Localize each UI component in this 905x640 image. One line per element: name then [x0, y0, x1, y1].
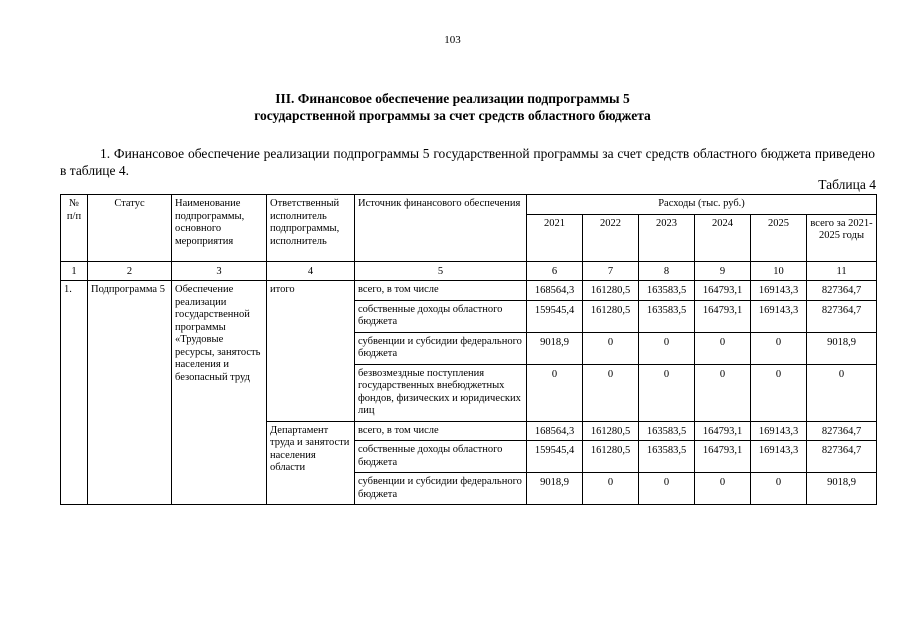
- row-source: всего, в том числе: [355, 281, 527, 301]
- value-cell: 0: [751, 332, 807, 364]
- value-cell: 0: [639, 364, 695, 421]
- value-cell: 0: [751, 473, 807, 505]
- column-number: 5: [355, 261, 527, 281]
- header-expenses: Расходы (тыс. руб.): [527, 195, 877, 215]
- value-cell: 164793,1: [695, 300, 751, 332]
- row-name: Обеспечение реализации государственной программы «Трудовые ресурсы, занятость населения и безопасный труд: [172, 281, 267, 505]
- value-cell: 159545,4: [527, 300, 583, 332]
- header-year-2024: 2024: [695, 214, 751, 261]
- column-number: 10: [751, 261, 807, 281]
- column-number: 1: [61, 261, 88, 281]
- row-responsible: итого: [267, 281, 355, 422]
- column-number: 2: [88, 261, 172, 281]
- value-cell: 0: [639, 332, 695, 364]
- value-cell: 161280,5: [583, 281, 639, 301]
- header-year-total: всего за 2021-2025 годы: [807, 214, 877, 261]
- column-number: 11: [807, 261, 877, 281]
- header-source: Источник финансового обеспечения: [355, 195, 527, 262]
- table-row: [61, 281, 877, 301]
- row-num: 1.: [61, 281, 88, 505]
- row-source: всего, в том числе: [355, 421, 527, 441]
- finance-table: [60, 194, 877, 505]
- page-number: 103: [444, 34, 461, 46]
- table-caption: Таблица 4: [818, 177, 876, 192]
- value-cell: 9018,9: [527, 473, 583, 505]
- value-cell: 827364,7: [807, 441, 877, 473]
- intro-paragraph: 1. Финансовое обеспечение реализации подпрограммы 5 государственной программы за счет средств областного бюджета приведено в таблице 4.: [60, 146, 875, 178]
- value-cell: 163583,5: [639, 421, 695, 441]
- value-cell: 9018,9: [527, 332, 583, 364]
- value-cell: 169143,3: [751, 281, 807, 301]
- section-title-line-2: государственной программы за счет средств областного бюджета: [254, 108, 651, 123]
- value-cell: 0: [751, 364, 807, 421]
- value-cell: 827364,7: [807, 421, 877, 441]
- column-number: 6: [527, 261, 583, 281]
- value-cell: 164793,1: [695, 441, 751, 473]
- value-cell: 163583,5: [639, 300, 695, 332]
- value-cell: 827364,7: [807, 300, 877, 332]
- value-cell: 9018,9: [807, 332, 877, 364]
- value-cell: 169143,3: [751, 441, 807, 473]
- header-status: Статус: [88, 195, 172, 262]
- row-status: Подпрограмма 5: [88, 281, 172, 505]
- header-row-1: [61, 195, 877, 215]
- value-cell: 169143,3: [751, 421, 807, 441]
- value-cell: 169143,3: [751, 300, 807, 332]
- value-cell: 0: [695, 332, 751, 364]
- column-number: 3: [172, 261, 267, 281]
- value-cell: 164793,1: [695, 421, 751, 441]
- column-number: 4: [267, 261, 355, 281]
- section-title-line-1: III. Финансовое обеспечение реализации подпрограммы 5: [275, 91, 630, 106]
- value-cell: 161280,5: [583, 421, 639, 441]
- value-cell: 0: [639, 473, 695, 505]
- header-year-2023: 2023: [639, 214, 695, 261]
- row-source: собственные доходы областного бюджета: [355, 300, 527, 332]
- value-cell: 827364,7: [807, 281, 877, 301]
- value-cell: 9018,9: [807, 473, 877, 505]
- column-number: 7: [583, 261, 639, 281]
- header-responsible: Ответственный исполнитель подпрограммы, исполнитель: [267, 195, 355, 262]
- value-cell: 0: [583, 364, 639, 421]
- header-year-2021: 2021: [527, 214, 583, 261]
- column-number-row: [61, 261, 877, 281]
- header-num: № п/п: [61, 195, 88, 262]
- value-cell: 0: [583, 473, 639, 505]
- value-cell: 159545,4: [527, 441, 583, 473]
- header-year-2022: 2022: [583, 214, 639, 261]
- value-cell: 163583,5: [639, 281, 695, 301]
- row-source: собственные доходы областного бюджета: [355, 441, 527, 473]
- column-number: 9: [695, 261, 751, 281]
- value-cell: 161280,5: [583, 300, 639, 332]
- row-source: безвозмездные поступления государственных внебюджетных фондов, физических и юридических лиц: [355, 364, 527, 421]
- row-source: субвенции и субсидии федерального бюджета: [355, 473, 527, 505]
- section-title: [60, 90, 845, 124]
- value-cell: 0: [695, 364, 751, 421]
- value-cell: 164793,1: [695, 281, 751, 301]
- value-cell: 0: [527, 364, 583, 421]
- row-source: субвенции и субсидии федерального бюджета: [355, 332, 527, 364]
- row-responsible: Департамент труда и занятости населения области: [267, 421, 355, 505]
- header-year-2025: 2025: [751, 214, 807, 261]
- value-cell: 161280,5: [583, 441, 639, 473]
- value-cell: 0: [583, 332, 639, 364]
- value-cell: 168564,3: [527, 421, 583, 441]
- header-name: Наименование подпрограммы, основного мероприятия: [172, 195, 267, 262]
- value-cell: 0: [695, 473, 751, 505]
- value-cell: 168564,3: [527, 281, 583, 301]
- value-cell: 163583,5: [639, 441, 695, 473]
- column-number: 8: [639, 261, 695, 281]
- value-cell: 0: [807, 364, 877, 421]
